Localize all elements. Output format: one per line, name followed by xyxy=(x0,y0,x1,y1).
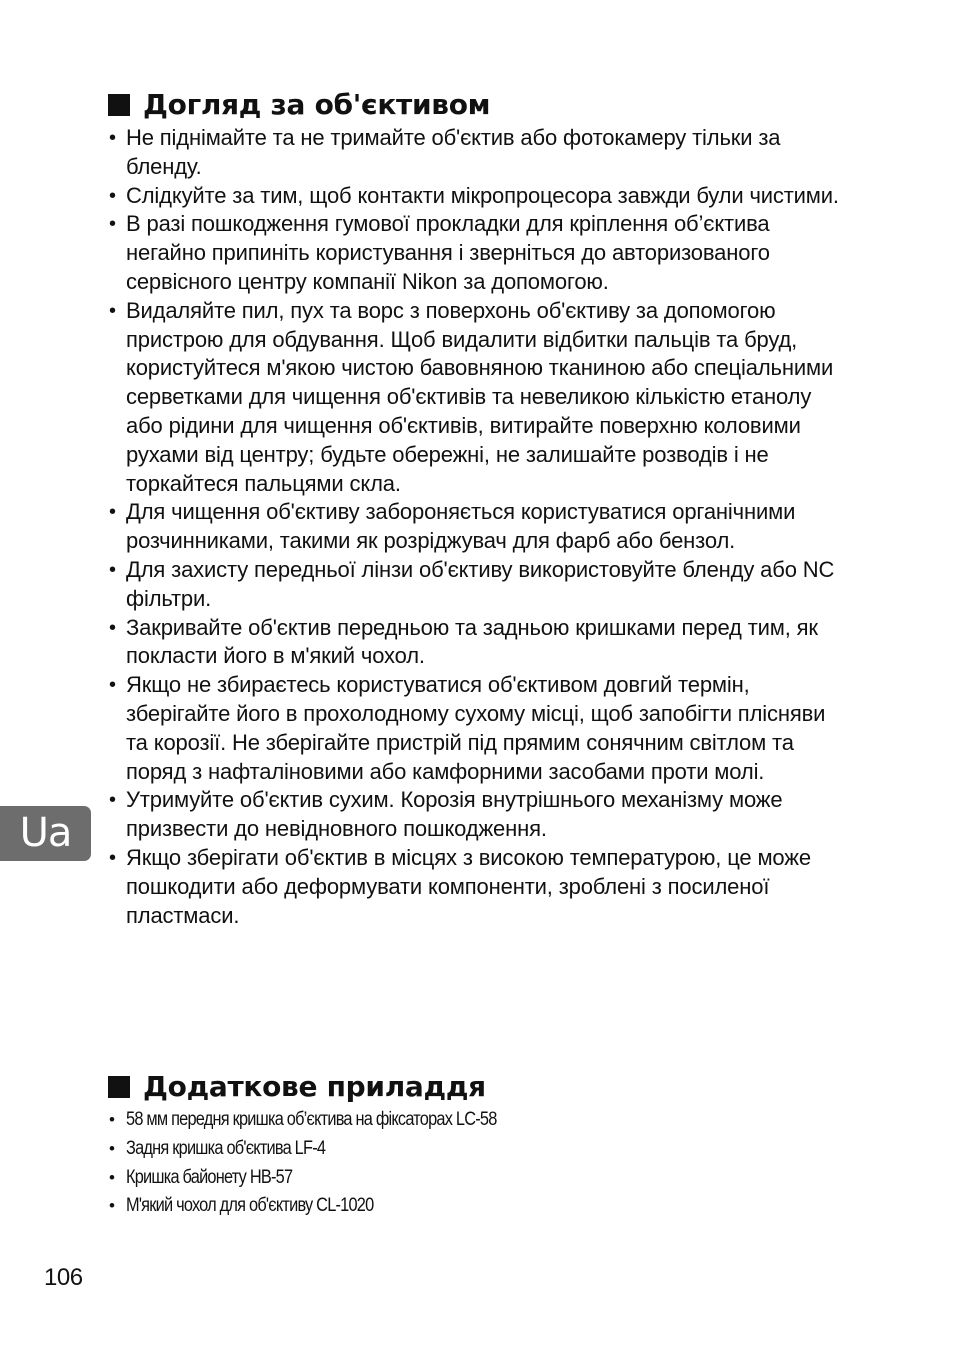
lens-care-title: Догляд за об'єктивом xyxy=(143,87,491,121)
lens-care-heading xyxy=(108,84,848,124)
list-item-text: Утримуйте об'єктив сухим. Корозія внутрішнього механізму може призвести до невідновного пошкодження. xyxy=(126,787,783,842)
list-item-text: Задня кришка об'єктива LF-4 xyxy=(126,1137,326,1159)
bullet-icon: • xyxy=(109,674,116,697)
list-item xyxy=(108,1106,848,1135)
accessories-list xyxy=(108,1106,848,1221)
bullet-icon: • xyxy=(109,789,116,812)
list-item-text: Кришка байонету HB-57 xyxy=(126,1166,293,1188)
page-number: 106 xyxy=(44,1264,83,1291)
list-item-text: М'який чохол для об'єктиву CL-1020 xyxy=(126,1195,374,1217)
lens-care-section xyxy=(108,84,848,930)
language-tab-label: Ua xyxy=(19,809,72,856)
bullet-icon: • xyxy=(109,299,116,322)
list-item xyxy=(108,1135,848,1164)
list-item-text: Закривайте об'єктив передньою та задньою кришками перед тим, як покласти його в м'який чохол. xyxy=(126,614,818,669)
list-item xyxy=(108,614,848,672)
bullet-icon: • xyxy=(109,558,116,581)
list-item xyxy=(108,786,848,844)
list-item xyxy=(108,210,848,296)
bullet-icon: • xyxy=(109,1196,115,1216)
bullet-icon: • xyxy=(109,1110,115,1129)
bullet-icon: • xyxy=(109,127,116,149)
bullet-icon: • xyxy=(109,1138,115,1158)
bullet-icon: • xyxy=(109,1167,115,1187)
list-item-text: Для чищення об'єктиву забороняється користуватися органічними розчинниками, такими як розріджувач для фарб або бензол. xyxy=(126,499,796,554)
list-item xyxy=(108,124,848,182)
square-bullet-icon xyxy=(108,1076,130,1098)
list-item-text: 58 мм передня кришка об’єктива на фіксаторах LC-58 xyxy=(126,1109,497,1130)
list-item xyxy=(108,1192,848,1221)
accessories-heading xyxy=(108,1066,848,1106)
list-item xyxy=(108,671,848,786)
accessories-title: Додаткове приладдя xyxy=(143,1069,486,1103)
square-bullet-icon xyxy=(108,94,130,116)
list-item xyxy=(108,182,848,211)
bullet-icon: • xyxy=(109,501,116,524)
bullet-icon: • xyxy=(109,213,116,236)
language-tab xyxy=(0,806,91,861)
list-item xyxy=(108,1164,848,1193)
list-item-text: Не піднімайте та не тримайте об'єктив або фотокамеру тільки за бленду. xyxy=(126,125,781,179)
bullet-icon: • xyxy=(109,616,116,639)
list-item-text: Видаляйте пил, пух та ворс з поверхонь об'єктиву за допомогою пристрою для обдування. Щоб видалити відбитки пальців та бруд, користуйтеся м'якою чистою бавовняною тканиною або спеціальними серветками для чищення об'єктивів та невеликою кількістю етанолу або рідини для чищення об'єктивів, витирайте поверхню коловими рухами від центру; будьте обережні, не залишайте розводів і не торкайтеся пальцями скла. xyxy=(126,297,834,496)
list-item-text: Якщо не збираєтесь користуватися об'єктивом довгий термін, зберігайте його в прохолодному сухому місці, щоб запобігти плісняви та корозії. Не зберігайте пристрій під прямим сонячним світлом та поряд з нафталіновими або камфорними засобами проти молі. xyxy=(126,672,826,784)
list-item xyxy=(108,556,848,614)
list-item-text: Слідкуйте за тим, щоб контакти мікропроцесора завжди були чистими. xyxy=(126,182,839,208)
list-item-text: Якщо зберігати об'єктив в місцях з високою температурою, це може пошкодити або деформувати компоненти, зроблені з посиленої пластмаси. xyxy=(126,844,811,928)
list-item xyxy=(108,297,848,499)
list-item xyxy=(108,498,848,556)
list-item xyxy=(108,844,848,930)
lens-care-list xyxy=(108,124,848,930)
list-item-text: В разі пошкодження гумової прокладки для кріплення об’єктива негайно припиніть користування і зверніться до авторизованого сервісного центру компанії Nikon за допомогою. xyxy=(126,211,770,294)
list-item-text: Для захисту передньої лінзи об'єктиву використовуйте бленду або NC фільтри. xyxy=(126,556,835,611)
bullet-icon: • xyxy=(109,184,116,207)
accessories-section xyxy=(108,1066,848,1221)
bullet-icon: • xyxy=(109,846,116,869)
